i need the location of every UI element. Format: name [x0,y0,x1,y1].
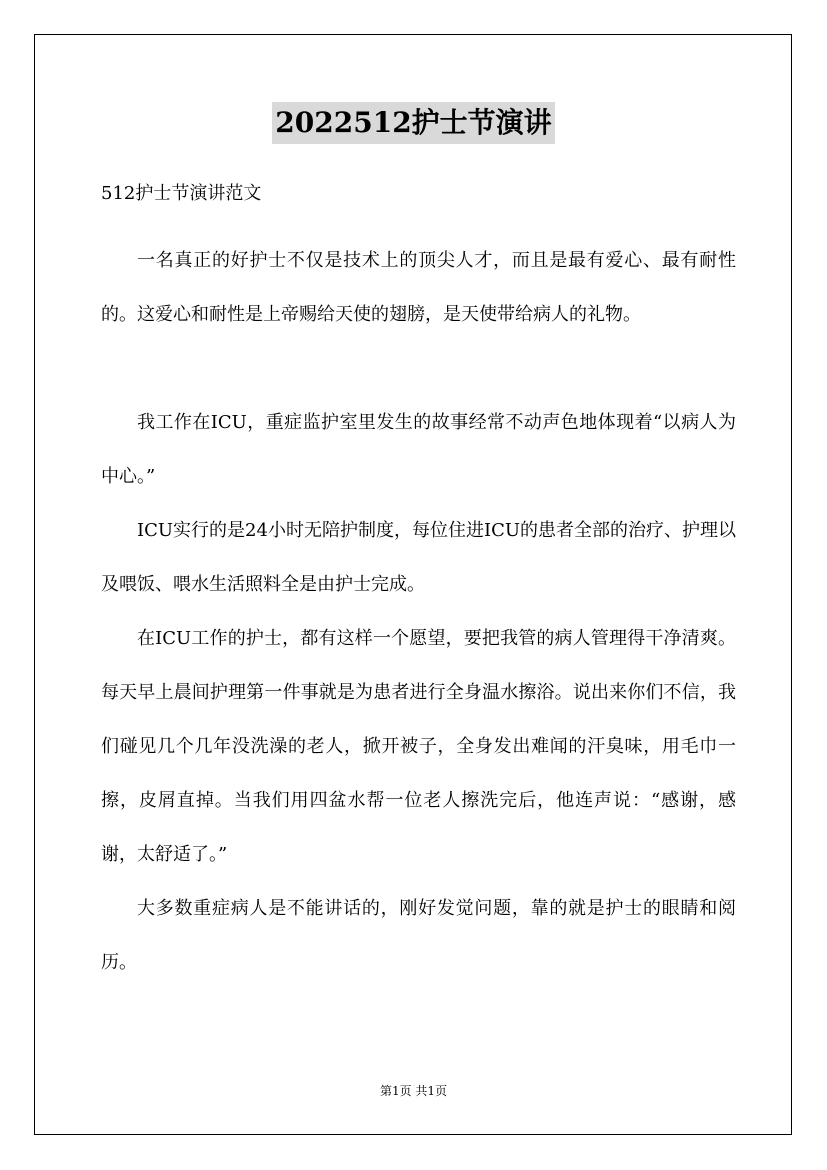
blank-line [101,342,736,396]
paragraph-2: 我工作在ICU，重症监护室里发生的故事经常不动声色地体现着“以病人为中心。” [101,412,736,487]
document-title-wrap [0,102,827,144]
document-subtitle: 512护士节演讲范文 [101,183,262,204]
document-title: 2022512护士节演讲 [272,102,554,144]
page-footer: 第1页 共1页 [379,1084,448,1098]
paragraph-4: 在ICU工作的护士，都有这样一个愿望，要把我管的病人管理得干净清爽。每天早上晨间护理第一件事就是为患者进行全身温水擦浴。说出来你们不信，我们碰见几个几年没洗澡的老人，掀开被子，全身发出难闻的汗臭味，用毛巾一擦，皮屑直掉。当我们用四盆水帮一位老人擦洗完后，他连声说：“感谢，感谢，太舒适了。” [101,628,736,865]
paragraph-1: 一名真正的好护士不仅是技术上的顶尖人才，而且是最有爱心、最有耐性的。这爱心和耐性是上帝赐给天使的翅膀，是天使带给病人的礼物。 [101,250,736,325]
document-body [101,234,736,990]
paragraph-5: 大多数重症病人是不能讲话的，刚好发觉问题，靠的就是护士的眼睛和阅历。 [101,898,736,973]
paragraph-3: ICU实行的是24小时无陪护制度，每位住进ICU的患者全部的治疗、护理以及喂饭、喂水生活照料全是由护士完成。 [101,520,737,595]
